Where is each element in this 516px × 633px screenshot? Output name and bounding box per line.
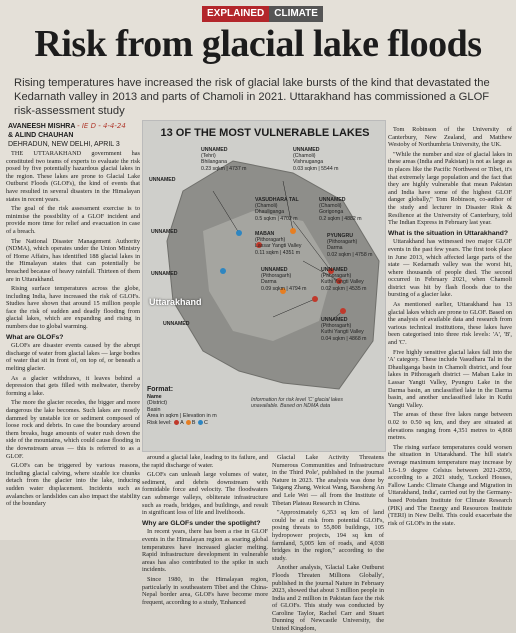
column-1	[6, 150, 140, 540]
paragraph: Uttarakhand has witnessed two major GLOF events in the past few years. The first took place in June 2013, which affected large parts of the state — Kedarnath valley was the worst hit, where thousands of people died. The second occurred in February 2021, when Chamoli district was hit by flash floods due to the bursting of a glacier lake.	[388, 238, 512, 299]
section-tag	[202, 6, 323, 22]
region-label: Uttarakhand	[149, 297, 202, 307]
lake-label: UNNAMED (Chamoli) Vishnuganga 0.03 sqkm | 5544 m	[293, 147, 339, 172]
column-4	[388, 126, 512, 540]
author-2: & ALIND CHAUHAN	[8, 132, 74, 139]
headline: Risk from glacial lake floods	[34, 23, 482, 65]
paragraph: Tom Robinson of the University of Canterbury, New Zealand, and Matthew Westoby of Northumbria University, the UK.	[388, 126, 512, 149]
byline	[8, 122, 126, 149]
paragraph: Since 1980, in the Himalayan region, particularly in southeastern Tibet and the China-Nepal border area, GLOFs have become more frequent, according to a study, 'Enhanced	[142, 575, 268, 606]
paragraph: "While the number and size of glacial lakes in these areas (India and Pakistan) is not as large as in places like the Pacific Northwest or Tibet, it's that extremely large population and the fact that they are highly vulnerable that mean Pakistan and India have some of the highest GLOF danger globally," Tom Robinson, co-author of the study and lecturer in Disaster Risk & Resilience at the University of Canterbury, told The Indian Express in February last year.	[388, 150, 512, 227]
paragraph: The areas of these five lakes range between 0.02 to 0.50 sq km, and they are situated at elevations ranging from 4,351 metres to 4,868 metres.	[388, 411, 512, 442]
lake-label: UNNAMED	[151, 229, 178, 235]
risk-a-dot	[174, 420, 179, 425]
lake-label: UNNAMED (Pithoragarh) Kuthi Yangti Valley 0.04 sqkm | 4868 m	[321, 317, 367, 342]
paragraph: around a glacial lake, leading to its failure, and the rapid discharge of water.	[142, 454, 268, 469]
paragraph: The goal of the risk assessment exercise is to minimise the possibility of a GLOF incident and provide more time for relief and evacuation in case of a breach.	[6, 205, 140, 235]
lake-label: MABAN (Pithoragarh) Lassar Yangti Valley 0.11 sqkm | 4351 m	[255, 231, 302, 256]
lakes-map	[142, 120, 386, 452]
map-legend: Format: Name (District) Basin Area in sqkm | Elevation in m Risk level: A B C	[147, 386, 217, 426]
paragraph: THE UTTARAKHAND government has constituted two teams of experts to evaluate the risk posed by five potentially hazardous glacial lakes in the region. These lakes are prone to Glacial Lake Outburst Floods (GLOFs), the kind of events that have resulted in several disasters in the Himalayan states in recent years.	[6, 150, 140, 203]
lake-label: UNNAMED (Chamoli) Gorigonga 0.2 sqkm | 4882 m	[319, 197, 362, 222]
subhead-spotlight: Why are GLOFs under the spotlight?	[142, 519, 261, 527]
map-note: Information for risk level 'C' glacial lakes unavailable. Based on NDMA data	[251, 397, 343, 410]
risk-c-dot	[198, 420, 203, 425]
lake-label: UNNAMED	[163, 321, 190, 327]
deck: Rising temperatures have increased the risk of glacial lake bursts of the kind that devastated the Kedarnath valley in 2013 and parts of Chamoli in 2021. Uttarakhand has commissioned a GLOF risk-assessment study	[14, 77, 490, 117]
paragraph: Glacial Lake Activity Threatens Numerous Communities and Infrastructure in the Third Pole', published in the journal Nature in 2023. The analysis was done by Taigang Zhang, Weicai Wang, Baosheng An and Lele Wei — all from the Institute of Tibetan Plateau Research in China.	[272, 454, 384, 507]
paragraph: Rising surface temperatures across the globe, including India, have increased the risk of GLOFs. Studies have shown that around 15 million people face the risk of sudden and deadly flooding from glacial lakes, which are expanding and rising in numbers due to global warming.	[6, 285, 140, 331]
handwritten-date: - IE D - 4-4-24	[77, 122, 126, 130]
lake-label: UNNAMED (Tehri) Bhilangana 0.23 sqkm | 4737 m	[201, 147, 247, 172]
map-title: 13 OF THE MOST VULNERABLE LAKES	[160, 127, 370, 139]
paragraph: The National Disaster Management Authority (NDMA), which operates under the Union Ministry of Home Affairs, has identified 188 glacial lakes in the Himalayan states that can potentially be breached because of heavy rainfall. Thirteen of them are in Uttarakhand.	[6, 237, 140, 283]
lake-label: UNNAMED (Pithoragarh) Darma 0.09 sqkm | 4794 m	[261, 267, 307, 292]
paragraph: As a glacier withdraws, it leaves behind a depression that gets filled with meltwater, thereby forming a lake.	[6, 374, 140, 397]
paragraph: GLOFs are disaster events caused by the abrupt discharge of water from glacial lakes — large bodies of water that sit in front of, on top of, or beneath a melting glacier.	[6, 342, 140, 373]
tag-explained: EXPLAINED	[202, 6, 269, 22]
column-2	[142, 454, 268, 606]
author-1: AVANEESH MISHRA	[8, 123, 76, 130]
lake-label: VASUDHARA TAL (Chamoli) Dhauliganga 0.5 sqkm | 4702 m	[255, 197, 299, 222]
risk-b-dot	[186, 420, 191, 425]
lake-label: UNNAMED (Pithoragarh) Kuthi Yangti Valley 0.02 sqkm | 4535 m	[321, 267, 367, 292]
paragraph: "Approximately 6,353 sq km of land could be at risk from potential GLOFs, posing threats to 55,808 buildings, 105 hydropower projects, 194 sq km of farmland, 5,005 km of roads, and 4,038 bridges in the region," according to the study.	[272, 509, 384, 562]
tag-climate: CLIMATE	[269, 6, 323, 22]
column-3	[272, 454, 384, 633]
lake-label: UNNAMED	[151, 271, 178, 277]
lake-label: PYUNGRU (Pithoragarh) Darma 0.02 sqkm | 4758 m	[327, 233, 373, 258]
dateline: DEHRADUN, NEW DELHI, APRIL 3	[8, 141, 120, 148]
paragraph: The more the glacier recedes, the bigger and more dangerous the lake becomes. Such lakes are mostly dammed by unstable ice or sediment composed of loose rock and debris. In case the boundary around them breaks, huge amounts of water rush down the side of the mountains, which could cause flooding in the downstream areas — this is referred to as a GLOF.	[6, 399, 140, 460]
lake-label: UNNAMED	[149, 177, 176, 183]
subhead-what-are-glofs: What are GLOFs?	[6, 333, 64, 341]
paragraph: Five highly sensitive glacial lakes fall into the 'A' category. These include Vasudhara Tal in the Dhauliganga basin in Chamoli district, and four lakes in Pithoragarh district — Maban Lake in Lassar Yangti Valley, Pyungru Lake in the Darma basin, an unclassified lake in the Darma basin, and another unclassified lake in Kuthi Yangti Valley.	[388, 348, 512, 409]
subhead-uttarakhand: What is the situation in Uttarakhand?	[388, 229, 509, 237]
paragraph: In recent years, there has been a rise in GLOF events in the Himalayan region as soaring global temperatures have increased glacier melting. Rapid infrastructure development in vulnerable areas has also contributed to the spike in such incidents.	[142, 528, 268, 574]
paragraph: The rising surface temperatures could worsen the situation in Uttarakhand. The hill state's average maximum temperature may increase by 1.6-1.9 degree Celsius between 2021-2050, according to a 2021 study, 'Locked Houses, Fallow Lands: Climate Change and Migration in Uttarakhand, India', carried out by the Germany-based Potsdam Institute for Climate Research (PIK) and The Energy and Resources Institute (TERI) in New Delhi. This could exacerbate the risk of GLOFs in the state.	[388, 443, 512, 527]
paragraph: GLOFs can unleash large volumes of water, sediment, and debris downstream with formidable force and velocity. The floodwaters can submerge valleys, obliterate infrastructure such as roads, bridges, and buildings, and result in significant loss of life and livelihoods.	[142, 471, 268, 517]
paragraph: As mentioned earlier, Uttarakhand has 13 glacial lakes which are prone to GLOF. Based on the analysis of available data and research from various technical institutions, these lakes have been categorised into three risk levels: 'A', 'B', and 'C'.	[388, 301, 512, 347]
paragraph: Another analysis, 'Glacial Lake Outburst Floods Threaten Millions Globally', published in the journal Nature in February 2023, showed that about 3 million people in India and 2 million in Pakistan face the risk of GLOFs. This study was conducted by Caroline Taylor, Rachel Carr and Stuart Dunning of Newcastle University, the United Kingdom,	[272, 564, 384, 633]
paragraph: GLOFs can be triggered by various reasons, including glacial calving, where sizable ice chunks detach from the glacier into the lake, inducing sudden water displacement. Incidents such as avalanches or landslides can also impact the stability of the boundary	[6, 462, 140, 508]
